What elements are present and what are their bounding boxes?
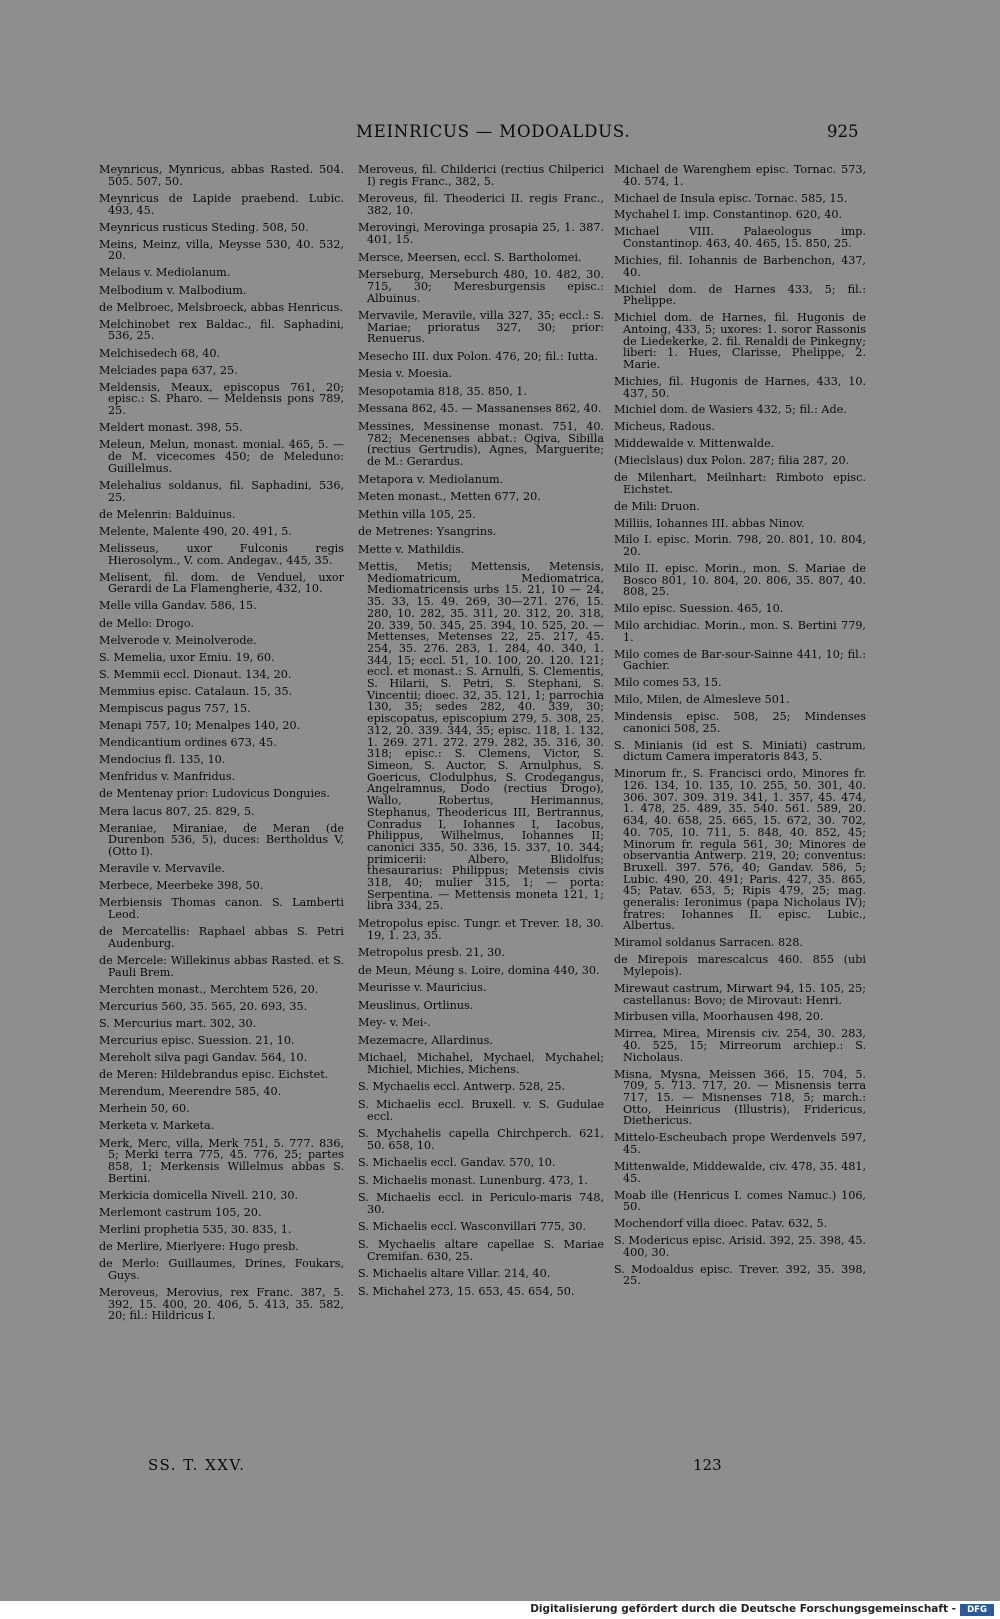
- index-entry: Meldert monast. 398, 55.: [99, 421, 243, 435]
- index-entry: Merendum, Meerendre 585, 40.: [99, 1085, 282, 1099]
- index-entry: Milo II. episc. Morin., mon. S. Mariae de Bosco 801, 10. 804, 20. 806, 35. 807, 40. 808, 25.: [614, 561, 866, 599]
- index-entry: S. Michaelis altare Villar. 214, 40.: [358, 1267, 551, 1281]
- index-entry: Mereholt silva pagi Gandav. 564, 10.: [99, 1051, 308, 1065]
- index-entry: Mervavile, Meravile, villa 327, 35; eccl.: S. Mariae; prioratus 327, 30; prior: Renuerus.: [358, 309, 604, 346]
- index-entry: Merhein 50, 60.: [99, 1102, 190, 1116]
- index-entry: de Mercatellis: Raphael abbas S. Petri Audenburg.: [99, 925, 344, 950]
- index-entry: Meynricus de Lapide praebend. Lubic. 493, 45.: [99, 191, 344, 217]
- index-entry: Melehalius soldanus, fil. Saphadini, 536, 25.: [99, 478, 344, 504]
- index-entry: S. Memelia, uxor Emiu. 19, 60.: [99, 650, 275, 664]
- index-entry: Meynricus, Mynricus, abbas Rasted. 504. 505. 507, 50.: [99, 163, 344, 188]
- index-entry: S. Mercurius mart. 302, 30.: [99, 1016, 257, 1030]
- index-column-1: [99, 164, 344, 1327]
- index-entry: de Mirepois marescalcus 460. 855 (ubi Mylepois).: [614, 953, 866, 978]
- index-entry: de Milenhart, Meilnhart: Rimboto episc. Eichstet.: [614, 471, 866, 496]
- index-entry: Melisent, fil. dom. de Venduel, uxor Gerardi de La Flamengherie, 432, 10.: [99, 570, 344, 596]
- index-entry: Messines, Messinense monast. 751, 40. 782; Mecenenses abbat.: Ogiva, Sibilla (rectius Gertrudis), Agnes, Marguerite; de M.: Gerardus.: [358, 419, 604, 469]
- index-entry: S. Michaelis eccl. Wasconvillari 775, 30.: [358, 1220, 587, 1234]
- index-entry: Meravile v. Mervavile.: [99, 862, 225, 876]
- index-entry: Memmius episc. Catalaun. 15, 35.: [99, 684, 293, 698]
- index-entry: Meten monast., Metten 677, 20.: [358, 490, 541, 504]
- index-entry: de Meren: Hildebrandus episc. Eichstet.: [99, 1068, 329, 1082]
- index-entry: Mendocius fl. 135, 10.: [99, 753, 226, 767]
- index-entry: S. Mychaelis altare capellae S. Mariae Cremifan. 630, 25.: [358, 1237, 604, 1263]
- index-entry: Melaus v. Mediolanum.: [99, 266, 231, 280]
- index-entry: Melente, Malente 490, 20. 491, 5.: [99, 524, 292, 538]
- index-entry: de Mercele: Willekinus abbas Rasted. et S. Pauli Brem.: [99, 953, 344, 979]
- index-entry: Merlemont castrum 105, 20.: [99, 1205, 262, 1219]
- index-entry: Mittelo-Escheubach prope Werdenvels 597, 45.: [614, 1131, 866, 1157]
- index-entry: Michiel dom. de Wasiers 432, 5; fil.: Ade.: [614, 403, 847, 417]
- index-entry: Metapora v. Mediolanum.: [358, 472, 504, 486]
- index-entry: Merbiensis Thomas canon. S. Lamberti Leod.: [99, 896, 344, 922]
- index-entry: Melverode v. Meinolverode.: [99, 633, 257, 647]
- index-entry: de Meun, Méung s. Loire, domina 440, 30.: [358, 963, 600, 977]
- index-column-3: [614, 164, 866, 1292]
- index-entry: Merkicia domicella Nivell. 210, 30.: [99, 1188, 299, 1202]
- index-entry: Michiel dom. de Harnes, fil. Hugonis de Antoing, 433, 5; uxores: 1. soror Rassonis de Liedekerke, 2. fil. Renaldi de Pinkegny; liberi: 1. Hues, Clarisse, Phelippe, 2. Marie.: [614, 311, 866, 371]
- index-entry: Mittenwalde, Middewalde, civ. 478, 35. 481, 45.: [614, 1159, 866, 1185]
- index-entry: S. Mychahelis capella Chirchperch. 621, 50. 658, 10.: [358, 1127, 604, 1152]
- index-entry: Michael de Insula episc. Tornac. 585, 15.: [614, 191, 848, 205]
- index-entry: Melchinobet rex Baldac., fil. Saphadini, 536, 25.: [99, 317, 344, 343]
- index-entry: de Melbroec, Melsbroeck, abbas Henricus.: [99, 300, 343, 314]
- index-entry: S. Michaelis eccl. in Periculo-maris 748, 30.: [358, 1191, 604, 1216]
- index-entry: Menapi 757, 10; Menalpes 140, 20.: [99, 719, 301, 733]
- index-entry: Mochendorf villa dioec. Patav. 632, 5.: [614, 1217, 828, 1231]
- index-entry: Milo archidiac. Morin., mon. S. Bertini 779, 1.: [614, 619, 866, 644]
- index-entry: de Metrenes: Ysangrins.: [358, 525, 497, 539]
- index-entry: Mesecho III. dux Polon. 476, 20; fil.: Iutta.: [358, 349, 599, 363]
- index-entry: Meurisse v. Mauricius.: [358, 981, 487, 995]
- index-entry: S. Michaelis eccl. Gandav. 570, 10.: [358, 1156, 556, 1170]
- index-entry: Merchten monast., Merchtem 526, 20.: [99, 982, 319, 996]
- index-entry: S. Michaelis monast. Lunenburg. 473, 1.: [358, 1173, 588, 1187]
- index-entry: Michiel dom. de Harnes 433, 5; fil.: Phelippe.: [614, 282, 866, 308]
- index-entry: de Melenrin: Balduinus.: [99, 507, 236, 521]
- index-entry: Meldensis, Meaux, episcopus 761, 20; episc.: S. Pharo. — Meldensis pons 789, 25.: [99, 380, 344, 418]
- index-entry: S. Modoaldus episc. Trever. 392, 35. 398, 25.: [614, 1262, 866, 1288]
- index-entry: Meraniae, Miraniae, de Meran (de Durenbon 536, 5), duces: Bertholdus V, (Otto I).: [99, 821, 344, 859]
- index-entry: Moab ille (Henricus I. comes Namuc.) 106, 50.: [614, 1188, 866, 1214]
- index-entry: Mirbusen villa, Moorhausen 498, 20.: [614, 1010, 824, 1024]
- index-entry: Mette v. Mathildis.: [358, 542, 465, 556]
- index-entry: Michael, Michahel, Mychael, Mychahel; Michiel, Michies, Michens.: [358, 1051, 604, 1076]
- index-entry: Meynricus rusticus Steding. 508, 50.: [99, 220, 309, 234]
- index-entry: S. Michahel 273, 15. 653, 45. 654, 50.: [358, 1284, 575, 1298]
- index-column-2: [358, 164, 604, 1303]
- index-entry: Michies, fil. Hugonis de Harnes, 433, 10. 437, 50.: [614, 374, 866, 400]
- index-entry: de Merlire, Mierlyere: Hugo presb.: [99, 1240, 299, 1254]
- dfg-logo: DFG: [960, 1604, 994, 1616]
- index-entry: S. Modericus episc. Arisid. 392, 25. 398, 45. 400, 30.: [614, 1234, 866, 1259]
- index-entry: Mychahel I. imp. Constantinop. 620, 40.: [614, 208, 843, 222]
- index-entry: Michael de Warenghem episc. Tornac. 573, 40. 574, 1.: [614, 163, 866, 188]
- funding-footer: [0, 1601, 1000, 1619]
- index-entry: S. Memmii eccl. Dionaut. 134, 20.: [99, 667, 292, 681]
- index-entry: Melle villa Gandav. 586, 15.: [99, 599, 257, 613]
- index-entry: Mesopotamia 818, 35. 850, 1.: [358, 384, 527, 398]
- page-number: 925: [827, 122, 859, 141]
- index-entry: Milo I. episc. Morin. 798, 20. 801, 10. 804, 20.: [614, 533, 866, 559]
- index-entry: Meroveus, Merovius, rex Franc. 387, 5. 392, 15. 400, 20. 406, 5. 413, 35. 582, 20; fil.: Hildricus I.: [99, 1285, 344, 1323]
- index-entry: Michael VIII. Palaeologus imp. Constantinop. 463, 40. 465, 15. 850, 25.: [614, 225, 866, 251]
- index-entry: S. Michaelis eccl. Bruxell. v. S. Gudulae eccl.: [358, 1097, 604, 1123]
- index-entry: Merlini prophetia 535, 30. 835, 1.: [99, 1222, 292, 1236]
- index-entry: Misna, Mysna, Meissen 366, 15. 704, 5. 709, 5. 713. 717, 20. — Misnensis terra 717, 15. — Misnenses 718, 5; march.: Otto, Heinricus (Illustris), Fridericus, Diethericus.: [614, 1067, 866, 1128]
- index-entry: Meroveus, fil. Childerici (rectius Chilperici I) regis Franc., 382, 5.: [358, 163, 604, 188]
- index-entry: de Merlo: Guillaumes, Drines, Foukars, Guys.: [99, 1257, 344, 1282]
- index-entry: Meroveus, fil. Theoderici II. regis Franc., 382, 10.: [358, 192, 604, 217]
- index-entry: Mesia v. Moesia.: [358, 367, 453, 381]
- index-entry: Milo comes de Bar-sour-Sainne 441, 10; fil.: Gachier.: [614, 647, 866, 673]
- index-entry: Mersce, Meersen, eccl. S. Bartholomei.: [358, 250, 582, 264]
- index-entry: Miramol soldanus Sarracen. 828.: [614, 936, 803, 950]
- index-entry: Melchisedech 68, 40.: [99, 346, 221, 360]
- index-entry: Melbodium v. Malbodium.: [99, 283, 247, 297]
- index-entry: Mercurius 560, 35. 565, 20. 693, 35.: [99, 999, 308, 1013]
- index-entry: Mempiscus pagus 757, 15.: [99, 701, 251, 715]
- index-entry: Mey- v. Mei-.: [358, 1016, 431, 1030]
- index-entry: Mindensis episc. 508, 25; Mindenses canonici 508, 25.: [614, 710, 866, 735]
- index-entry: Milliis, Iohannes III. abbas Ninov.: [614, 516, 805, 530]
- index-entry: Mirrea, Mirea, Mirensis civ. 254, 30. 283, 40. 525, 15; Mirreorum archiep.: S. Nicholaus.: [614, 1027, 866, 1064]
- index-entry: Metropolus episc. Tungr. et Trever. 18, 30. 19, 1. 23, 35.: [358, 916, 604, 942]
- page-header: [0, 122, 1000, 144]
- sheet-number: 123: [693, 1456, 722, 1474]
- index-entry: Mezemacre, Allardinus.: [358, 1033, 493, 1047]
- index-entry: Middewalde v. Mittenwalde.: [614, 437, 775, 451]
- index-entry: Metropolus presb. 21, 30.: [358, 946, 505, 960]
- index-entry: Melciades papa 637, 25.: [99, 363, 238, 377]
- index-entry: S. Mychaelis eccl. Antwerp. 528, 25.: [358, 1080, 566, 1094]
- index-entry: Menfridus v. Manfridus.: [99, 770, 236, 784]
- index-entry: Mercurius episc. Suession. 21, 10.: [99, 1034, 295, 1047]
- index-entry: Merseburg, Merseburch 480, 10. 482, 30. 715, 30; Meresburgensis episc.: Albuinus.: [358, 268, 604, 305]
- index-entry: de Mentenay prior: Ludovicus Donguies.: [99, 787, 330, 801]
- index-entry: Mera lacus 807, 25. 829, 5.: [99, 804, 255, 818]
- index-entry: Milo episc. Suession. 465, 10.: [614, 602, 784, 616]
- index-entry: Milo comes 53, 15.: [614, 676, 722, 690]
- index-entry: Minorum fr., S. Francisci ordo, Minores fr. 126. 134, 10. 135, 10. 255, 50. 301, 40. 306. 307. 309. 319. 341, 1. 357, 45. 474, 1. 478, 25. 489, 35. 540. 561. 589, 20. 634, 40. 658, 25. 665, 15. 672, 30. 702, 40. 705, 10. 711, 5. 848, 40. 852, 45; Minorum fr. regula 561, 30; Minores de observantia Antwerp. 219, 20; conventus: Bruxell. 397. 576, 40; Gandav. 586, 5; Lubic. 490, 20. 491; Paris. 427, 35. 865, 45; Patav. 653, 5; Ripis 479, 25; mag. generalis: Ieronimus (papa Nicholaus IV); fratres: Iohannes II. episc. Lubic., Albertus.: [614, 767, 866, 933]
- index-entry: Melisseus, uxor Fulconis regis Hierosolym., V. com. Andegav., 445, 35.: [99, 541, 344, 567]
- index-entry: Mendicantium ordines 673, 45.: [99, 736, 277, 750]
- index-entry: Merk, Merc, villa, Merk 751, 5. 777. 836, 5; Merki terra 775, 45. 776, 25; partes 858, 1; Merkensis Willelmus abbas S. Bertini.: [99, 1136, 344, 1185]
- index-entry: Micheus, Radous.: [614, 420, 715, 434]
- index-entry: Meins, Meinz, villa, Meysse 530, 40. 532, 20.: [99, 237, 344, 263]
- funding-note: Digitalisierung gefördert durch die Deutsche Forschungsgemeinschaft -: [530, 1603, 956, 1615]
- index-entry: de Mili: Druon.: [614, 499, 700, 513]
- index-entry: Methin villa 105, 25.: [358, 507, 476, 521]
- page-title: MEINRICUS — MODOALDUS.: [356, 122, 631, 141]
- index-entry: Michies, fil. Iohannis de Barbenchon, 437, 40.: [614, 253, 866, 279]
- index-entry: Merketa v. Marketa.: [99, 1119, 215, 1133]
- index-entry: Merovingi, Merovinga prosapia 25, 1. 387. 401, 15.: [358, 221, 604, 247]
- sheet-signature: SS. T. XXV.: [148, 1456, 246, 1474]
- index-entry: Meleun, Melun, monast. monial. 465, 5. — de M. vicecomes 450; de Meleduno: Guillelmus.: [99, 438, 344, 475]
- index-entry: Merbece, Meerbeke 398, 50.: [99, 879, 264, 893]
- index-entry: (Mieclslaus) dux Polon. 287; filia 287, 20.: [614, 454, 850, 468]
- index-entry: Milo, Milen, de Almesleve 501.: [614, 693, 790, 707]
- index-entry: de Mello: Drogo.: [99, 616, 194, 630]
- index-entry: Messana 862, 45. — Massanenses 862, 40.: [358, 402, 602, 416]
- index-entry: S. Minianis (id est S. Miniati) castrum, dictum Camera imperatoris 843, 5.: [614, 738, 866, 764]
- index-entry: Mettis, Metis; Mettensis, Metensis, Mediomatricum, Mediomatrica, Mediomatricensis urbs 15. 21, 10 — 24, 35. 33, 15. 49. 269, 30—271. 276, 15. 280, 10. 282, 35. 311, 20. 312, 20. 318, 20. 339, 50. 345, 25. 394, 10. 525, 20. — Mettenses, Metenses 22, 25. 217, 45. 254, 35. 276. 283, 1. 284, 40. 340, 1. 344, 15; eccl. 51, 10. 100, 20. 120. 121; eccl. et monast.: S. Arnulfi, S. Clementis, S. Hilarii, S. Petri, S. Stephani, S. Vincentii; dioec. 32, 35. 121, 1; parrochia 130, 35; sedes 282, 40. 339, 30; episcopatus, episcopium 279, 5. 308, 25. 312, 20. 339. 344, 35; episc. 118, 1. 132, 1. 269. 271. 272. 279. 282, 35. 316, 30. 318; episc.: S. Clemens, Victor, S. Simeon, S. Auctor, S. Arnulphus, S. Goericus, Clodulphus, S. Crodegangus, Angelramnus, Dodo (rectius Drogo), Wallo, Robertus, Herimannus, Stephanus, Theodericus III, Bertrannus, Conradus I, Iohannes I, Iacobus, Philippus, Wilhelmus, Iohannes II; canonici 335, 50. 336, 15. 337, 10. 344; primicerii: Albero, Blidolfus; thesaurarius: Philippus; Metensis civis 318, 40; mulier 315, 1; — porta: Serpentina. — Mettensis moneta 121, 1; libra 334, 25.: [358, 560, 604, 913]
- index-entry: Meuslinus, Ortlinus.: [358, 998, 474, 1012]
- index-entry: Mirewaut castrum, Mirwart 94, 15. 105, 25; castellanus: Bovo; de Mirovaut: Henri.: [614, 981, 866, 1007]
